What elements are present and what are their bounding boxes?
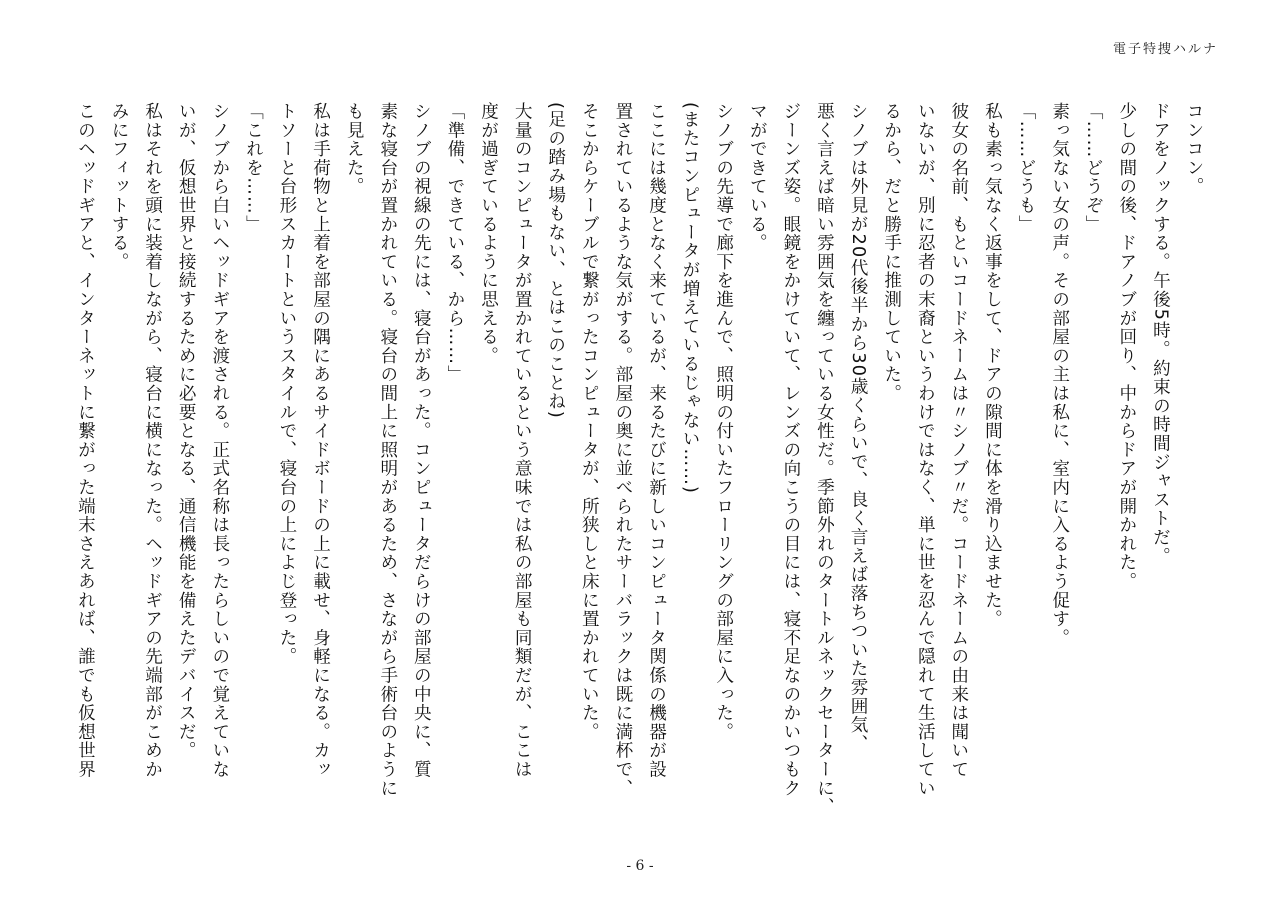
text-line: みにフィットする。 (109, 102, 129, 272)
text-line: シノブの先導で廊下を進んで、照明の付いたフローリングの部屋に入った。 (713, 102, 734, 742)
text-line: いが、仮想世界と接続するために必要となる、通信機能を備えたデバイスだ。 (176, 102, 197, 760)
text-line: シノブは外見が20代後半から30歳くらいで、良く言えば落ちついた雰囲気、 (848, 102, 869, 754)
text-line: 「これを……」 (243, 102, 264, 234)
text-line: 素な寝台が置かれている。寝台の間上に照明があるため、さながら手術台のように (377, 102, 398, 798)
text-line: 置されているような気がする。部屋の奥に並べられたサーバラックは既に満杯で、 (612, 102, 633, 798)
text-line: るから、だと勝手に推測していた。 (881, 102, 902, 403)
text-line: 「……どうぞ」 (1083, 102, 1104, 234)
text-line: いないが、別に忍者の末裔というわけではなく、単に世を忍んで隠れて生活してい (915, 102, 936, 798)
running-header-title: 電子特捜ハルナ (1112, 42, 1218, 57)
text-line: 彼女の名前、もといコードネームは〃シノブ〃だ。コードネームの由来は聞いて (948, 102, 969, 779)
text-line: 私は手荷物と上着を部屋の隅にあるサイドボードの上に載せ、身軽になる。カッ (310, 102, 331, 779)
text-line: 私も素っ気なく返事をして、ドアの隙間に体を滑り込ませた。 (982, 102, 1003, 629)
page-number: - 6 - (626, 858, 654, 874)
text-line: 素っ気ない女の声。その部屋の主は私に、室内に入るよう促す。 (1049, 102, 1070, 648)
text-line: トソーと台形スカートというスタイルで、寝台の上によじ登った。 (276, 102, 297, 666)
text-line: ジーンズ姿。眼鏡をかけていて、レンズの向こうの目には、寝不足なのかいつもク (780, 102, 801, 798)
text-line: 悪く言えば暗い雰囲気を纏っている女性だ。季節外れのタートルネックセーターに、 (814, 102, 835, 817)
text-line: コンコン。 (1184, 102, 1204, 196)
text-line: 私はそれを頭に装着しながら、寝台に横になった。ヘッドギアの先端部がこめか (142, 102, 163, 779)
text-line: そこからケーブルで繋がったコンピュータが、所狭しと床に置かれていた。 (579, 102, 600, 742)
text-line: も見えた。 (344, 102, 365, 196)
text-line: 大量のコンピュータが置かれているという意味では私の部屋も同類だが、ここは (512, 102, 533, 779)
text-line: 「……どうも」 (1016, 102, 1037, 234)
text-line: 少しの間の後、ドアノブが回り、中からドアが開かれた。 (1116, 102, 1137, 591)
text-line: シノブから白いヘッドギアを渡される。正式名称は長ったらしいので覚えていな (209, 102, 230, 779)
text-line: シノブの視線の先には、寝台があった。コンピュータだらけの部屋の中央に、質 (411, 102, 432, 779)
body-text-vertical (70, 102, 1210, 832)
text-line: マができている。 (747, 102, 768, 253)
text-line: (足の踏み場もない、とはこのことね) (545, 102, 566, 419)
text-line: (またコンピュータが増えているじゃない……) (680, 102, 701, 495)
text-line: 「準備、できている、から……」 (444, 102, 465, 384)
text-line: このヘッドギアと、インターネットに繋がった端末さえあれば、誰でも仮想世界 (75, 102, 96, 779)
text-line: ドアをノックする。午後5時。約束の時間ジャストだ。 (1150, 102, 1171, 566)
text-line: 度が過ぎているように思える。 (478, 102, 499, 366)
text-line: ここには幾度となく来ているが、来るたびに新しいコンピュータ関係の機器が設 (646, 102, 667, 779)
